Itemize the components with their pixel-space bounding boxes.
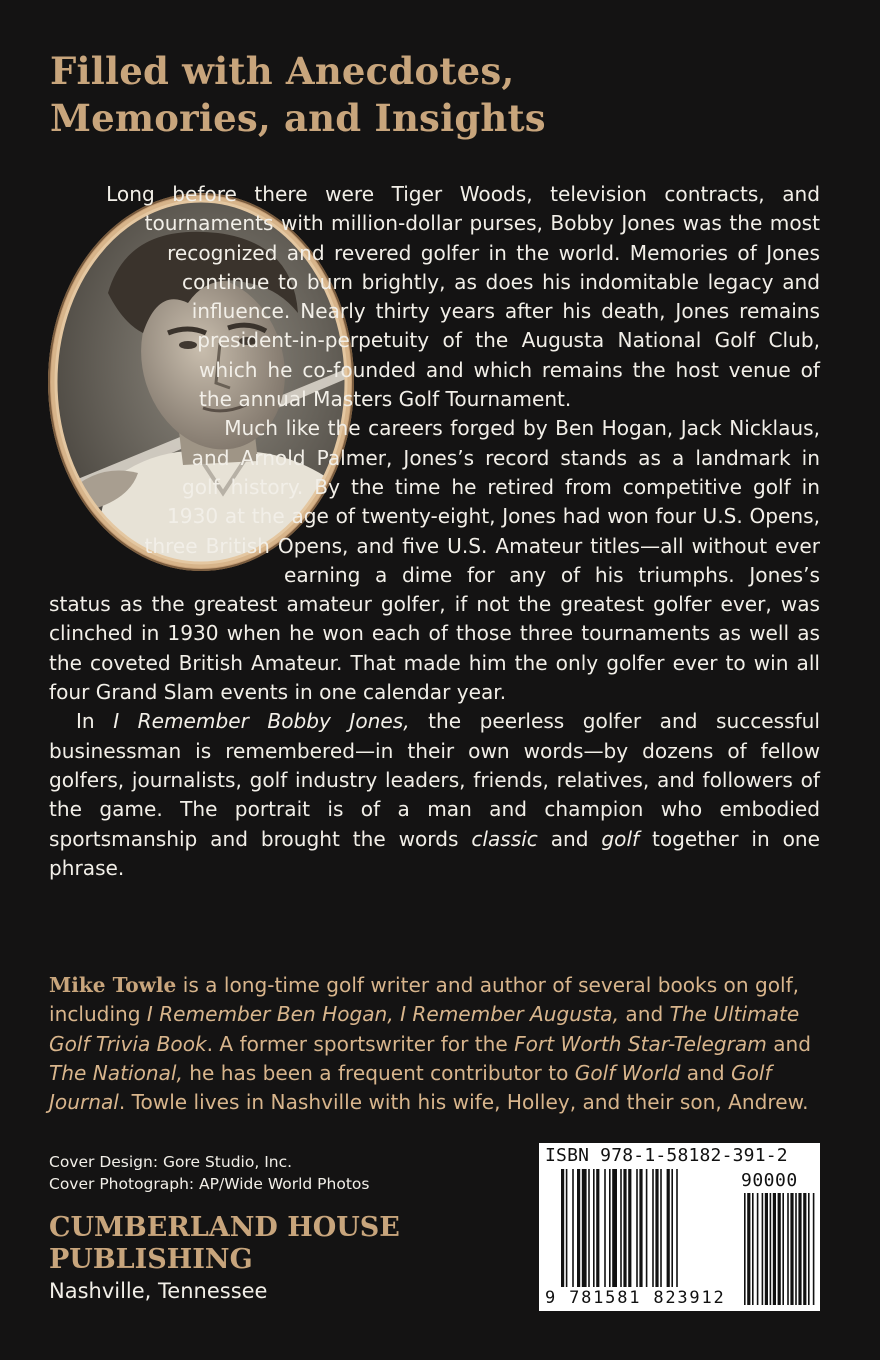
isbn-barcode [539, 1143, 820, 1311]
barcode-bars [539, 1143, 820, 1311]
publisher-name: CUMBERLAND HOUSE PUBLISHING [49, 1212, 400, 1275]
author-name: Mike Towle [49, 973, 177, 997]
description-paragraph-1: Long before there were Tiger Woods, television contracts, and tournaments with million-dollar purses, Bobby Jones was the most recognized and revered golfer in the world. Memories of Jones continue to burn brightly, as does his indomitable legacy and influence. Nearly thirty years after his death, Jones remains president-in-perpetuity of the Augusta National Golf Club, which he co-founded and which remains the host venue of the annual Masters Golf Tournament. [106, 182, 820, 412]
description [49, 180, 820, 883]
publisher-city: Nashville, Tennessee [49, 1279, 268, 1303]
description-paragraph-3: In I Remember Bobby Jones, the peerless golfer and successful businessman is remembered—in their own words—by dozens of fellow golfers, journalists, golf industry leaders, friends, relatives, and followers of the game. The portrait is of a man and champion who embodied sportsmanship and brought the words classic and golf together in one phrase. [49, 709, 821, 880]
headline-line-1: Filled with Anecdotes, [50, 49, 515, 93]
headline [50, 48, 850, 142]
barcode-digits: 9 781581 823912 [545, 1288, 726, 1308]
price-code: 90000 [741, 1170, 798, 1191]
photo-credit: Cover Photograph: AP/Wide World Photos [49, 1175, 370, 1193]
headline-line-2: Memories, and Insights [50, 96, 546, 140]
description-paragraph-2: Much like the careers forged by Ben Hogan, Jack Nicklaus, and Arnold Palmer, Jones’s record stands as a landmark in golf history. By the time he retired from competitive golf in 1930 at the age of twenty-eight, Jones had won four U.S. Opens, three British Opens, and five U.S. Amateur titles—all without ever earning a dime for any of his triumphs. Jones’s status as the greatest amateur golfer, if not the greatest golfer ever, was clinched in 1930 when he won each of those three tournaments as well as the coveted British Amateur. That made him the only golfer ever to win all four Grand Slam events in one calendar year. [49, 416, 820, 705]
author-bio: Mike Towle is a long-time golf writer and author of several books on golf, including I Remember Ben Hogan, I Remember Augusta, and The Ultimate Golf Trivia Book. A former sportswriter for the Fort Worth Star-Telegram and The National, he has been a frequent contributor to Golf World and Golf Journal. Towle lives in Nashville with his wife, Holley, and their son, Andrew. [49, 973, 812, 1115]
isbn-text: ISBN 978-1-58182-391-2 [545, 1145, 788, 1166]
design-credit: Cover Design: Gore Studio, Inc. [49, 1153, 293, 1171]
cover-credits [49, 1151, 469, 1195]
book-title: I Remember Bobby Jones, [113, 709, 410, 734]
